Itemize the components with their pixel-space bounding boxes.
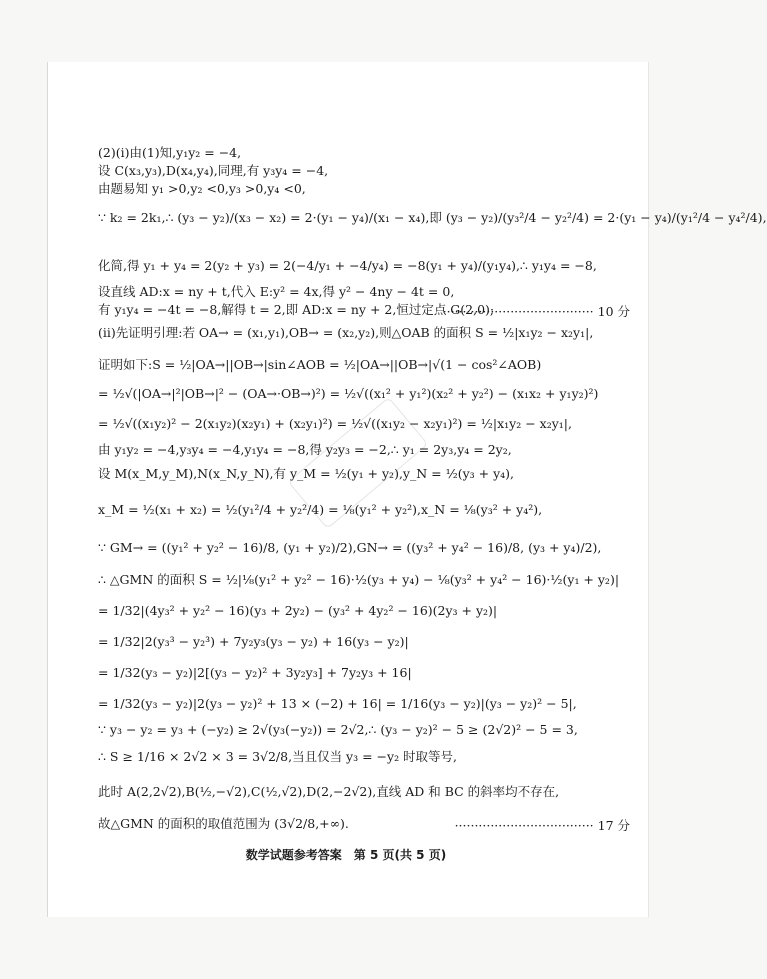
solution-line: 有 y₁y₄ = −4t = −8,解得 t = 2,即 AD:x = ny + 2,恒过定点 G(2,0); <box>98 302 495 317</box>
solution-line: (2)(ⅰ)由(1)知,y₁y₂ = −4, <box>98 145 242 160</box>
solution-line: ∵ y₃ − y₂ = y₃ + (−y₂) ≥ 2√(y₃(−y₂)) = 2√2,∴ (y₃ − y₂)² − 5 ≥ (2√2)² − 5 = 3, <box>98 722 578 737</box>
solution-line: = ½√(|OA→|²|OB→|² − (OA→·OB→)²) = ½√((x₁² + y₁²)(x₂² + y₂²) − (x₁x₂ + y₁y₂)²) <box>98 386 599 401</box>
solution-line: 设 M(x_M,y_M),N(x_N,y_N),有 y_M = ½(y₁ + y₂),y_N = ½(y₃ + y₄), <box>98 466 514 481</box>
solution-line: 此时 A(2,2√2),B(½,−√2),C(½,√2),D(2,−2√2),直线 AD 和 BC 的斜率均不存在, <box>98 784 560 799</box>
solution-line: 证明如下:S = ½|OA→||OB→|sin∠AOB = ½|OA→||OB→|√(1 − cos²∠AOB) <box>98 357 542 372</box>
solution-line: = ½√((x₁y₂)² − 2(x₁y₂)(x₂y₁) + (x₂y₁)²) = ½√((x₁y₂ − x₂y₁)²) = ½|x₁y₂ − x₂y₁|, <box>98 416 572 431</box>
solution-line: 由题易知 y₁ >0,y₂ <0,y₃ >0,y₄ <0, <box>98 181 306 196</box>
solution-line: 设直线 AD:x = ny + t,代入 E:y² = 4x,得 y² − 4ny − 4t = 0, <box>98 284 455 299</box>
solution-line: = 1/32|2(y₃³ − y₂³) + 7y₂y₃(y₃ − y₂) + 16(y₃ − y₂)| <box>98 634 409 649</box>
solution-line: 化简,得 y₁ + y₄ = 2(y₂ + y₃) = 2(−4/y₁ + −4/y₄) = −8(y₁ + y₄)/(y₁y₄),∴ y₁y₄ = −8, <box>98 258 597 273</box>
solution-line: (ⅱ)先证明引理:若 OA→ = (x₁,y₁),OB→ = (x₂,y₂),则△OAB 的面积 S = ½|x₁y₂ − x₂y₁|, <box>98 325 594 340</box>
solution-line: x_M = ½(x₁ + x₂) = ½(y₁²/4 + y₂²/4) = ⅛(y₁² + y₂²),x_N = ⅛(y₃² + y₄²), <box>98 502 543 517</box>
solution-line: ∴ △GMN 的面积 S = ½|⅛(y₁² + y₂² − 16)·½(y₃ + y₄) − ⅛(y₃² + y₄² − 16)·½(y₁ + y₂)| <box>98 572 620 587</box>
solution-line: = 1/32(y₃ − y₂)|2(y₃ − y₂)² + 13 × (−2) + 16| = 1/16(y₃ − y₂)|(y₃ − y₂)² − 5|, <box>98 696 577 711</box>
solution-line: ∵ GM→ = ((y₁² + y₂² − 16)/8, (y₁ + y₂)/2),GN→ = ((y₃² + y₄² − 16)/8, (y₃ + y₄)/2), <box>98 540 602 555</box>
solution-line: ∵ k₂ = 2k₁,∴ (y₃ − y₂)/(x₃ − x₂) = 2·(y₁ − y₄)/(x₁ − x₄),即 (y₃ − y₂)/(y₃²/4 − y₂²/4) = 2·(y₁ − y₄)/(y₁²/4 − y₄²/4), <box>98 210 767 225</box>
solution-line: 设 C(x₃,y₃),D(x₄,y₄),同理,有 y₃y₄ = −4, <box>98 163 329 178</box>
solution-line: 故△GMN 的面积的取值范围为 (3√2/8,+∞). <box>98 816 349 831</box>
solution-line: = 1/32(y₃ − y₂)|2[(y₃ − y₂)² + 3y₂y₃] + 7y₂y₃ + 16| <box>98 665 412 680</box>
score-mark-10: ······································ 10 分 <box>442 304 630 319</box>
solution-line: = 1/32|(4y₃² + y₂² − 16)(y₃ + 2y₂) − (y₃² + 4y₂² − 16)(2y₃ + y₂)| <box>98 603 498 618</box>
page-footer: 数学试题参考答案 第 5 页(共 5 页) <box>245 848 447 862</box>
solution-line: 由 y₁y₂ = −4,y₃y₄ = −4,y₁y₄ = −8,得 y₂y₃ = −2,∴ y₁ = 2y₃,y₄ = 2y₂, <box>98 442 512 457</box>
solution-line: ∴ S ≥ 1/16 × 2√2 × 3 = 3√2/8,当且仅当 y₃ = −y₂ 时取等号, <box>98 749 458 764</box>
score-mark-17: ··································· 17 分 <box>454 818 630 833</box>
